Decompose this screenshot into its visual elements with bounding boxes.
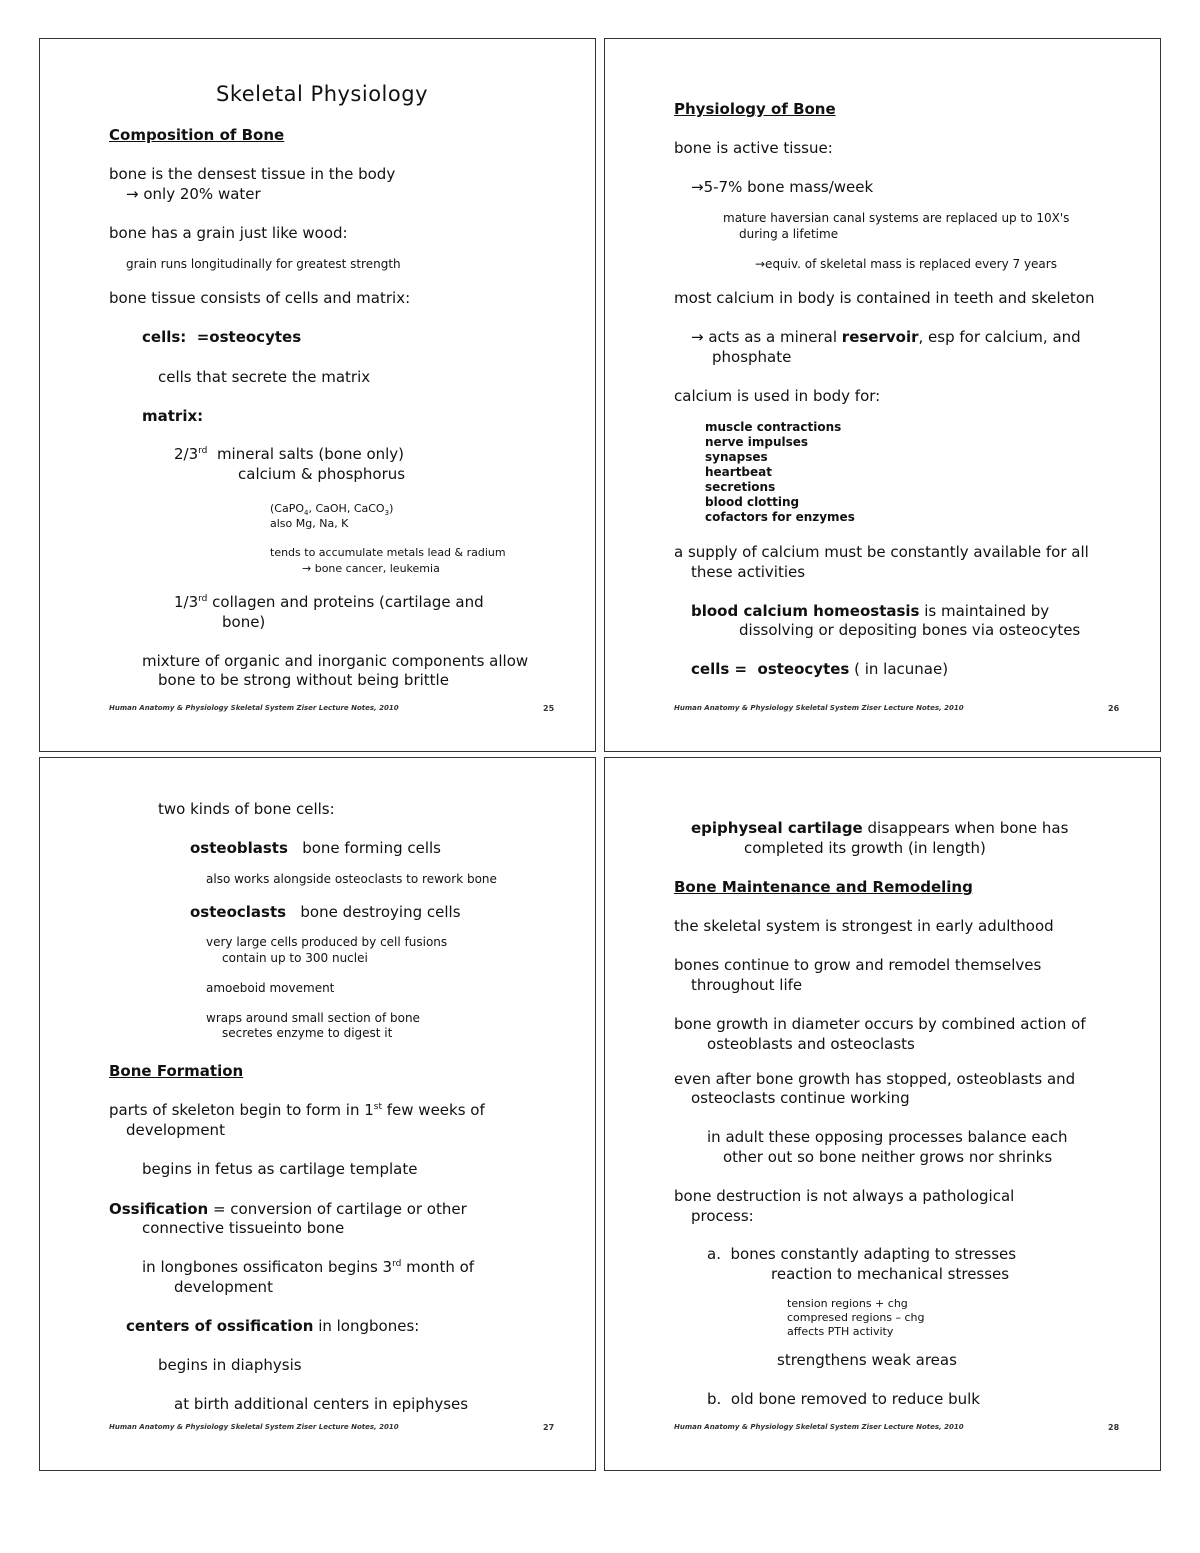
text-line: contain up to 300 nuclei	[222, 951, 368, 965]
text-line: bone growth in diameter occurs by combined action of	[674, 1015, 1086, 1033]
text: (CaPO	[270, 502, 305, 515]
text: → acts as a mineral	[691, 328, 842, 346]
text-line: mature haversian canal systems are replaced up to 10X's	[723, 211, 1070, 225]
text-line: bone)	[222, 613, 266, 631]
slide-footer: Human Anatomy & Physiology Skeletal System Ziser Lecture Notes, 2010	[109, 1423, 399, 1431]
text-line: cells that secrete the matrix	[158, 368, 371, 386]
text-line	[691, 659, 948, 679]
text: is maintained by	[919, 602, 1050, 620]
text: = conversion of cartilage or other	[208, 1200, 467, 1218]
page-number: 25	[543, 704, 555, 713]
text-line	[691, 601, 1049, 621]
slide-27	[39, 757, 596, 1471]
bold-term: blood calcium homeostasis	[691, 602, 920, 620]
text-line: also works alongside osteoclasts to rework bone	[206, 872, 497, 886]
text-line: bones continue to grow and remodel themselves	[674, 956, 1042, 974]
text-line	[190, 838, 441, 858]
fraction: 1/3	[174, 593, 199, 611]
bold-term: osteoclasts	[190, 903, 287, 921]
list-item: heartbeat	[705, 465, 772, 479]
text: ( in lacunae)	[849, 660, 949, 678]
text-line: affects PTH activity	[787, 1325, 894, 1338]
text: , CaOH, CaCO	[308, 502, 385, 515]
text-line: bone is the densest tissue in the body	[109, 165, 396, 183]
superscript: rd	[198, 594, 208, 604]
slide-title: Skeletal Physiology	[216, 82, 428, 106]
text: , esp for calcium, and	[918, 328, 1081, 346]
section-heading: Bone Maintenance and Remodeling	[674, 878, 973, 896]
text-line	[109, 1199, 467, 1219]
text-line: process:	[691, 1207, 754, 1225]
text-line	[126, 1316, 419, 1336]
slide-footer: Human Anatomy & Physiology Skeletal System Ziser Lecture Notes, 2010	[674, 1423, 964, 1431]
text-line: two kinds of bone cells:	[158, 800, 335, 818]
text-line: dissolving or depositing bones via osteocytes	[739, 621, 1081, 639]
text-line: bone tissue consists of cells and matrix:	[109, 289, 411, 307]
text-line: very large cells produced by cell fusions	[206, 935, 448, 949]
bold-term: Ossification	[109, 1200, 209, 1218]
subscript: 4	[304, 509, 309, 518]
bold-term: cells = osteocytes	[691, 660, 850, 678]
slide-25	[39, 38, 596, 752]
text-line	[190, 902, 461, 922]
section-heading: Bone Formation	[109, 1062, 244, 1080]
text: bone forming cells	[287, 839, 441, 857]
text-line: most calcium in body is contained in teeth and skeleton	[674, 289, 1095, 307]
text-line: osteoclasts continue working	[691, 1089, 910, 1107]
slide-footer: Human Anatomy & Physiology Skeletal System Ziser Lecture Notes, 2010	[109, 704, 399, 712]
text: disappears when bone has	[862, 819, 1069, 837]
list-item: cofactors for enzymes	[705, 510, 855, 524]
list-item: muscle contractions	[705, 420, 842, 434]
slide-26	[604, 38, 1161, 752]
text-line: bone has a grain just like wood:	[109, 224, 348, 242]
text-line: secretes enzyme to digest it	[222, 1026, 393, 1040]
superscript: st	[373, 1102, 382, 1112]
text-line: wraps around small section of bone	[206, 1011, 420, 1025]
text: mineral salts (bone only)	[207, 445, 405, 463]
page-number: 28	[1108, 1423, 1120, 1432]
text-line: the skeletal system is strongest in early adulthood	[674, 917, 1054, 935]
text-line: connective tissueinto bone	[142, 1219, 345, 1237]
text-line: →5-7% bone mass/week	[691, 178, 874, 196]
text-line: → bone cancer, leukemia	[302, 562, 440, 575]
text-line	[174, 592, 484, 612]
text-line	[174, 444, 404, 464]
text: month of	[401, 1258, 475, 1276]
text-line: also Mg, Na, K	[270, 517, 349, 530]
bold-term: reservoir	[841, 328, 919, 346]
page-number: 26	[1108, 704, 1120, 713]
text-line	[142, 327, 301, 347]
chem-line	[270, 502, 393, 516]
text: )	[389, 502, 394, 515]
list-item: blood clotting	[705, 495, 800, 509]
text-line: compresed regions – chg	[787, 1311, 925, 1324]
text-line: development	[174, 1278, 273, 1296]
text-line	[142, 1257, 474, 1277]
cells-label: cells	[142, 328, 181, 346]
text-line: calcium is used in body for:	[674, 387, 881, 405]
text-line: b. old bone removed to reduce bulk	[707, 1390, 980, 1408]
list-item: secretions	[705, 480, 776, 494]
text-line: amoeboid movement	[206, 981, 335, 995]
text-line: mixture of organic and inorganic components allow	[142, 652, 529, 670]
text: in longbones:	[313, 1317, 420, 1335]
text-line	[109, 1100, 485, 1120]
subscript: 3	[384, 509, 390, 518]
bold-term: osteoblasts	[190, 839, 288, 857]
text-line: →equiv. of skeletal mass is replaced every 7 years	[755, 257, 1057, 271]
superscript: rd	[392, 1259, 402, 1269]
text-line	[691, 818, 1068, 838]
slide-28	[604, 757, 1161, 1471]
text-line: even after bone growth has stopped, osteoblasts and	[674, 1070, 1076, 1088]
text: bone destroying cells	[286, 903, 461, 921]
text-line: bone destruction is not always a pathological	[674, 1187, 1015, 1205]
text: few weeks of	[381, 1101, 485, 1119]
text-line: completed its growth (in length)	[744, 839, 986, 857]
text: in longbones ossificaton begins 3	[142, 1258, 393, 1276]
list-item: nerve impulses	[705, 435, 809, 449]
text-line: tension regions + chg	[787, 1297, 908, 1310]
page-number: 27	[543, 1423, 555, 1432]
slide-footer: Human Anatomy & Physiology Skeletal System Ziser Lecture Notes, 2010	[674, 704, 964, 712]
text-line: tends to accumulate metals lead & radium	[270, 546, 506, 559]
cells-value: : =osteocytes	[180, 328, 302, 346]
text-line: reaction to mechanical stresses	[771, 1265, 1010, 1283]
text-line: bone to be strong without being brittle	[158, 671, 449, 689]
list-item: synapses	[705, 450, 768, 464]
text-line: other out so bone neither grows nor shrinks	[723, 1148, 1053, 1166]
bold-term: centers of ossification	[126, 1317, 314, 1335]
text-line: matrix:	[142, 407, 204, 425]
text-line: a. bones constantly adapting to stresses	[707, 1245, 1017, 1263]
text-line: in adult these opposing processes balance each	[707, 1128, 1068, 1146]
text-line: bone is active tissue:	[674, 139, 833, 157]
text-line: osteoblasts and osteoclasts	[707, 1035, 915, 1053]
text-line: a supply of calcium must be constantly available for all	[674, 543, 1089, 561]
fraction: 2/3	[174, 445, 199, 463]
text-line: grain runs longitudinally for greatest strength	[126, 257, 401, 271]
section-heading: Physiology of Bone	[674, 100, 836, 118]
text-line: begins in fetus as cartilage template	[142, 1160, 418, 1178]
text-line: strengthens weak areas	[777, 1351, 957, 1369]
section-heading: Composition of Bone	[109, 126, 285, 144]
text-line	[691, 327, 1081, 347]
text-line: during a lifetime	[739, 227, 839, 241]
text-line: begins in diaphysis	[158, 1356, 302, 1374]
text-line: development	[126, 1121, 225, 1139]
text: parts of skeleton begin to form in 1	[109, 1101, 374, 1119]
text-line: at birth additional centers in epiphyses	[174, 1395, 469, 1413]
text: collagen and proteins (cartilage and	[207, 593, 484, 611]
text-line: throughout life	[691, 976, 803, 994]
superscript: rd	[198, 446, 208, 456]
text-line: calcium & phosphorus	[238, 465, 406, 483]
text-line: these activities	[691, 563, 806, 581]
bold-term: epiphyseal cartilage	[691, 819, 863, 837]
text-line: phosphate	[712, 348, 792, 366]
text-line: → only 20% water	[126, 185, 261, 203]
